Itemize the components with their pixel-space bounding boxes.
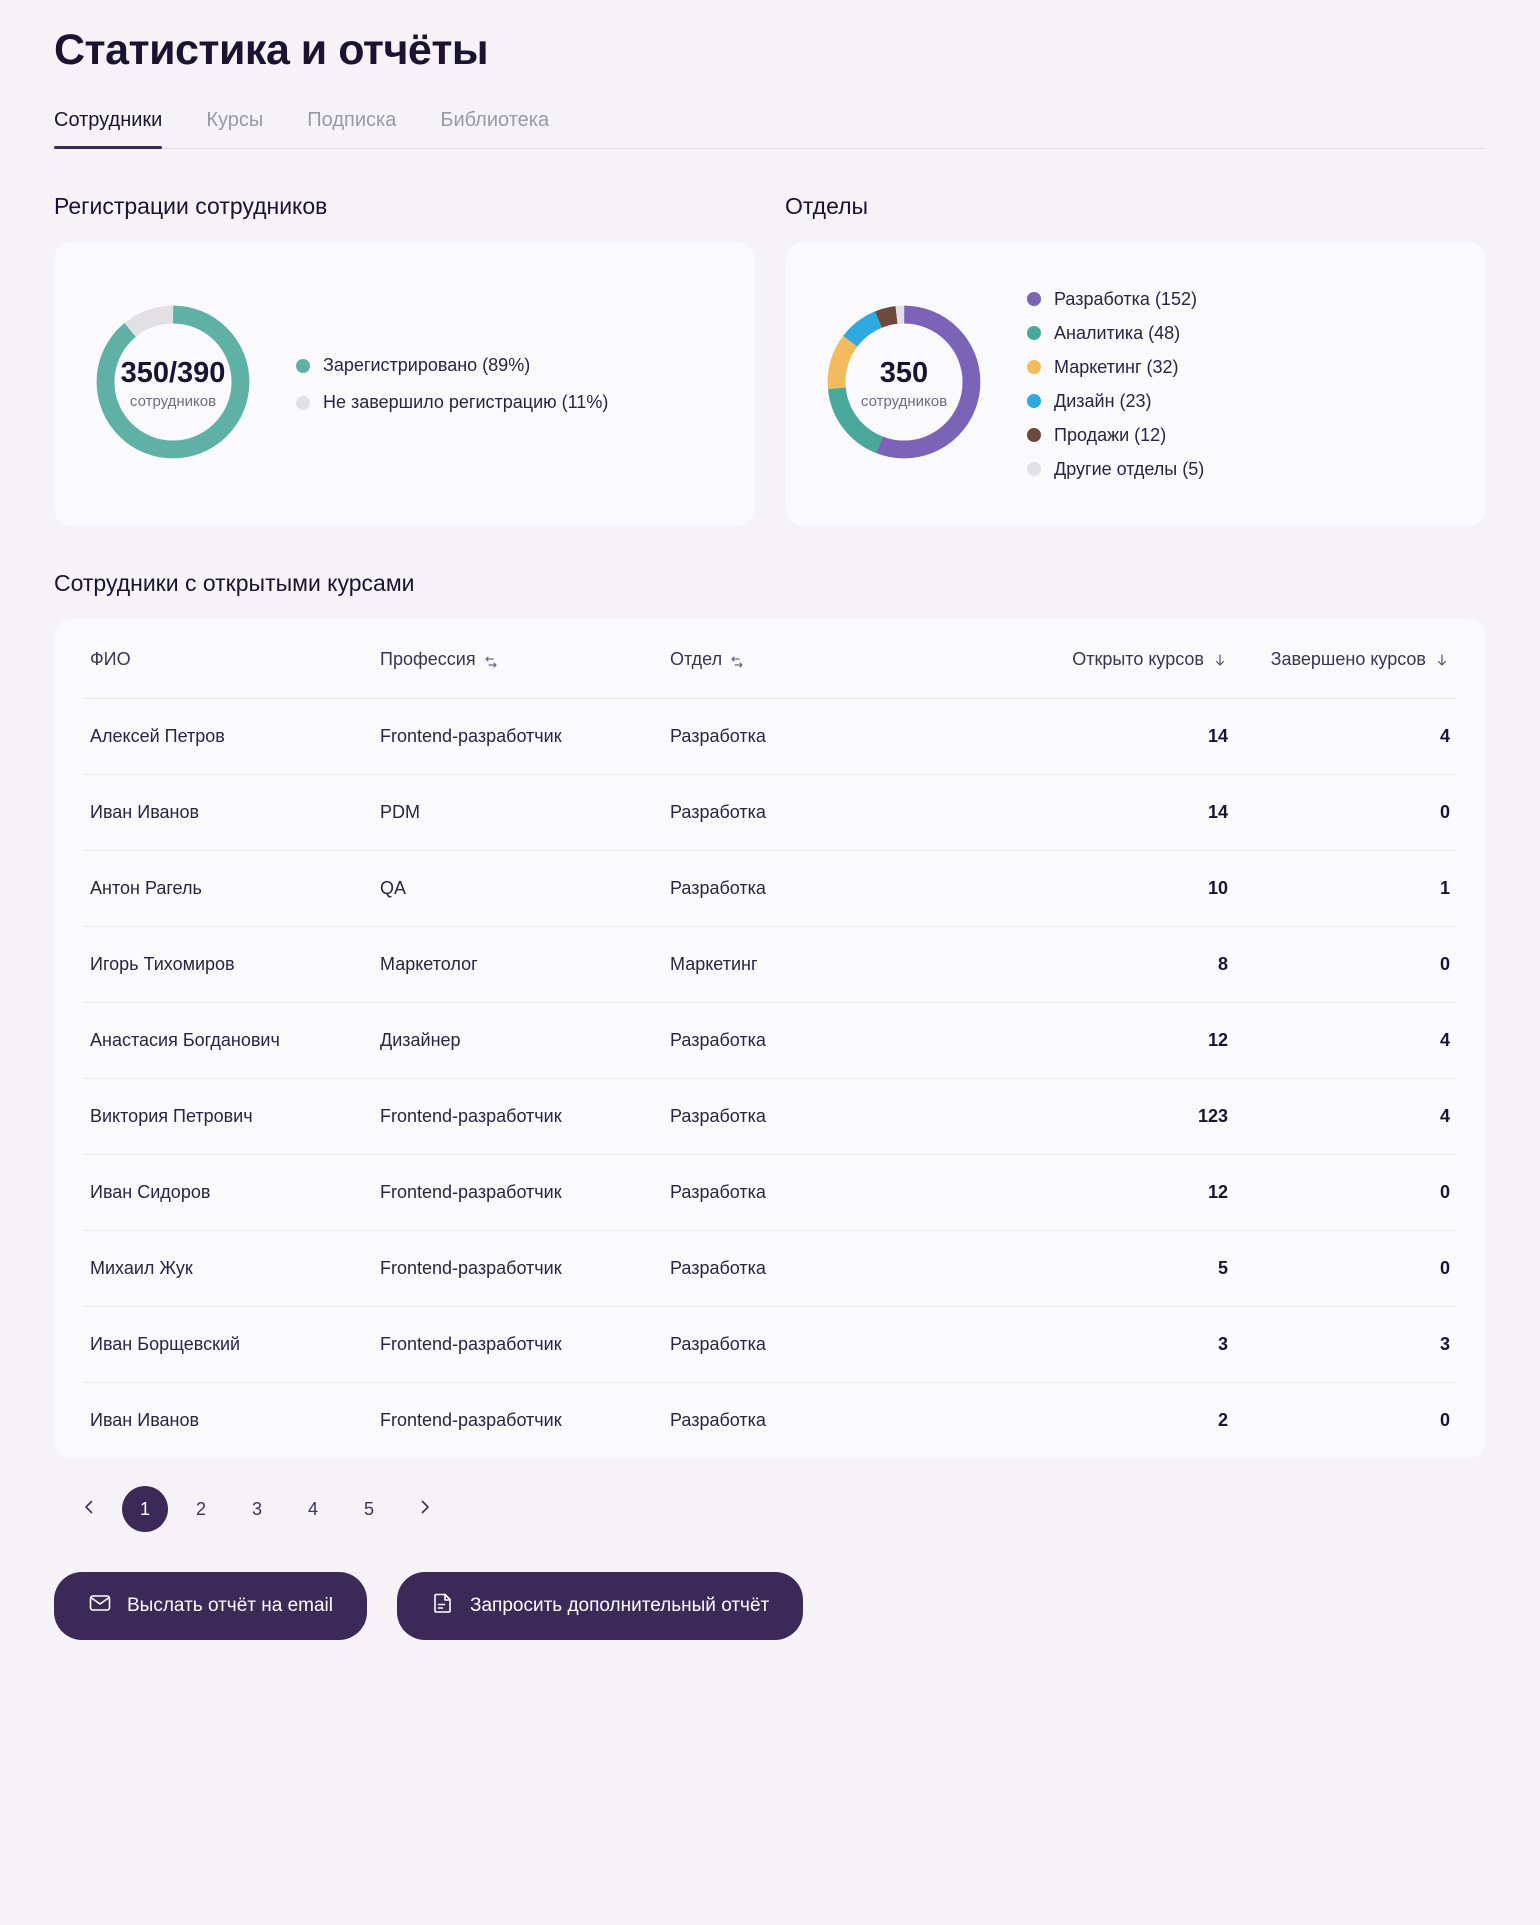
sort-icon[interactable]: [484, 653, 498, 667]
chevron-left-icon: [79, 1497, 99, 1522]
cell-completed-courses: 4: [1234, 699, 1456, 775]
cell-fio: Иван Борщевский: [84, 1307, 374, 1383]
table-header-row: [84, 619, 1456, 699]
legend-item: [1027, 459, 1204, 480]
cell-fio: Михаил Жук: [84, 1231, 374, 1307]
pagination-page-2[interactable]: 2: [178, 1486, 224, 1532]
cell-open-courses: 14: [984, 699, 1234, 775]
cell-open-courses: 12: [984, 1003, 1234, 1079]
tab-employees[interactable]: Сотрудники: [54, 109, 162, 148]
legend-label: Маркетинг (32): [1054, 356, 1179, 377]
pagination-page-3[interactable]: 3: [234, 1486, 280, 1532]
pagination-page-1[interactable]: 1: [122, 1486, 168, 1532]
cell-open-courses: 3: [984, 1307, 1234, 1383]
registrations-sub: сотрудников: [129, 393, 217, 411]
departments-donut: [815, 293, 993, 476]
cell-open-courses: 123: [984, 1079, 1234, 1155]
tab-courses[interactable]: Курсы: [206, 109, 264, 132]
cell-completed-courses: 1: [1234, 851, 1456, 927]
cell-department: Разработка: [664, 1155, 984, 1231]
pagination: [66, 1486, 1486, 1532]
registrations-title: Регистрации сотрудников: [54, 193, 328, 220]
cell-completed-courses: 4: [1234, 1003, 1456, 1079]
legend-item: [1027, 425, 1204, 446]
cell-fio: Иван Сидоров: [84, 1155, 374, 1231]
cell-fio: Антон Рагель: [84, 851, 374, 927]
legend-dot-icon: [1027, 326, 1041, 340]
tab-subscription[interactable]: Подписка: [307, 109, 397, 132]
cell-fio: Анастасия Богданович: [84, 1003, 374, 1079]
cell-profession: Frontend-разработчик: [380, 1410, 562, 1431]
registrations-card: [54, 242, 755, 526]
column-label: Профессия: [380, 649, 476, 670]
legend-label: Разработка (152): [1054, 288, 1197, 309]
tab-bar: [54, 109, 1486, 149]
table-row[interactable]: [84, 927, 1456, 1003]
cell-fio: Алексей Петров: [84, 699, 374, 775]
arrow-down-icon[interactable]: [1434, 652, 1450, 668]
table-row[interactable]: [84, 1003, 1456, 1079]
column-label: ФИО: [90, 649, 131, 670]
legend-dot-icon: [296, 396, 310, 410]
pagination-page-5[interactable]: 5: [346, 1486, 392, 1532]
cell-open-courses: 8: [984, 927, 1234, 1003]
action-buttons: [54, 1572, 1486, 1640]
table-row[interactable]: [84, 1307, 1456, 1383]
table-row[interactable]: [84, 1231, 1456, 1307]
table-row[interactable]: [84, 775, 1456, 851]
legend-item: [296, 392, 608, 413]
legend-label: Продажи (12): [1054, 424, 1167, 445]
table-row[interactable]: [84, 1155, 1456, 1231]
cell-fio: Игорь Тихомиров: [84, 927, 374, 1003]
column-label: Завершено курсов: [1270, 649, 1426, 670]
legend-label: Дизайн (23): [1054, 390, 1152, 411]
departments-sub: сотрудников: [860, 393, 948, 411]
registrations-donut: [84, 293, 262, 476]
registrations-legend: [296, 355, 608, 413]
cell-profession: PDM: [374, 775, 664, 851]
table-row[interactable]: [84, 851, 1456, 927]
sort-icon[interactable]: [730, 653, 744, 667]
cell-fio: Виктория Петрович: [84, 1079, 374, 1155]
send-report-email-button[interactable]: [54, 1572, 367, 1640]
column-label: Открыто курсов: [1072, 649, 1204, 670]
legend-label: Другие отделы (5): [1054, 458, 1205, 479]
departments-section: [785, 193, 1486, 526]
legend-label: Зарегистрировано (89%): [323, 355, 531, 376]
departments-legend: [1027, 289, 1204, 480]
cell-profession: Frontend-разработчик: [374, 699, 664, 775]
departments-title: Отделы: [785, 193, 869, 220]
send-report-email-label: Выслать отчёт на email: [127, 1595, 333, 1617]
employees-table: [84, 619, 1456, 1458]
charts-row: [54, 193, 1486, 526]
cell-profession: Маркетолог: [374, 927, 664, 1003]
cell-department: Разработка: [664, 1079, 984, 1155]
cell-open-courses: 2: [1217, 1410, 1228, 1431]
cell-profession: Frontend-разработчик: [374, 1155, 664, 1231]
cell-open-courses: 10: [984, 851, 1234, 927]
table-body: [84, 699, 1456, 1459]
cell-fio: Иван Иванов: [90, 1410, 200, 1431]
column-header-completed-courses[interactable]: [1234, 619, 1456, 699]
departments-card: [785, 242, 1486, 526]
cell-profession: Дизайнер: [374, 1003, 664, 1079]
departments-donut-center: [815, 293, 993, 476]
cell-completed-courses: 4: [1234, 1079, 1456, 1155]
cell-department: Разработка: [670, 1410, 766, 1431]
pagination-prev-button[interactable]: [66, 1486, 112, 1532]
table-row[interactable]: [84, 1383, 1456, 1459]
cell-department: Разработка: [664, 851, 984, 927]
cell-completed-courses: 0: [1234, 927, 1456, 1003]
request-additional-report-label: Запросить дополнительный отчёт: [470, 1595, 770, 1617]
column-header-profession[interactable]: [374, 619, 664, 699]
cell-fio: Иван Иванов: [84, 775, 374, 851]
table-row[interactable]: [84, 699, 1456, 775]
column-label: Отдел: [670, 649, 723, 670]
tab-library[interactable]: Библиотека: [440, 109, 550, 132]
table-head: [84, 619, 1456, 699]
pagination-page-4[interactable]: 4: [290, 1486, 336, 1532]
cell-open-courses: 12: [984, 1155, 1234, 1231]
column-header-department[interactable]: [664, 619, 984, 699]
legend-label: Не завершило регистрацию (11%): [323, 392, 609, 413]
column-header-open-courses[interactable]: [984, 619, 1234, 699]
registrations-donut-center: [84, 293, 262, 476]
legend-dot-icon: [1027, 292, 1041, 306]
cell-department: Разработка: [664, 1307, 984, 1383]
legend-dot-icon: [1027, 394, 1041, 408]
cell-open-courses: 5: [984, 1231, 1234, 1307]
page-title: Статистика и отчёты: [54, 26, 489, 74]
table-row[interactable]: [84, 1079, 1456, 1155]
legend-item: [1027, 391, 1204, 412]
chevron-right-icon: [415, 1497, 435, 1522]
cell-department: Разработка: [664, 775, 984, 851]
cell-completed-courses: 0: [1439, 1410, 1450, 1431]
legend-dot-icon: [1027, 428, 1041, 442]
cell-completed-courses: 3: [1234, 1307, 1456, 1383]
legend-dot-icon: [296, 359, 310, 373]
cell-profession: Frontend-разработчик: [374, 1307, 664, 1383]
cell-profession: Frontend-разработчик: [374, 1231, 664, 1307]
mail-icon: [88, 1591, 112, 1621]
legend-item: [1027, 357, 1204, 378]
legend-item: [1027, 289, 1204, 310]
legend-item: [296, 355, 608, 376]
cell-completed-courses: 0: [1234, 775, 1456, 851]
cell-completed-courses: 0: [1234, 1155, 1456, 1231]
cell-profession: QA: [374, 851, 664, 927]
cell-department: Разработка: [664, 1003, 984, 1079]
cell-department: Разработка: [664, 699, 984, 775]
cell-profession: Frontend-разработчик: [374, 1079, 664, 1155]
table-title: Сотрудники с открытыми курсами: [54, 570, 415, 597]
registrations-value: 350/390: [120, 357, 226, 390]
column-header-fio: [84, 619, 374, 699]
request-additional-report-button[interactable]: [397, 1572, 803, 1640]
cell-open-courses: 14: [984, 775, 1234, 851]
arrow-down-icon[interactable]: [1212, 652, 1228, 668]
legend-dot-icon: [1027, 462, 1041, 476]
legend-dot-icon: [1027, 360, 1041, 374]
document-edit-icon: [431, 1591, 455, 1621]
departments-value: 350: [879, 357, 929, 390]
employees-table-card: [54, 619, 1486, 1458]
cell-department: Маркетинг: [664, 927, 984, 1003]
cell-department: Разработка: [664, 1231, 984, 1307]
legend-label: Аналитика (48): [1054, 322, 1181, 343]
cell-completed-courses: 0: [1234, 1231, 1456, 1307]
pagination-next-button[interactable]: [402, 1486, 448, 1532]
registrations-section: [54, 193, 755, 526]
legend-item: [1027, 323, 1204, 344]
